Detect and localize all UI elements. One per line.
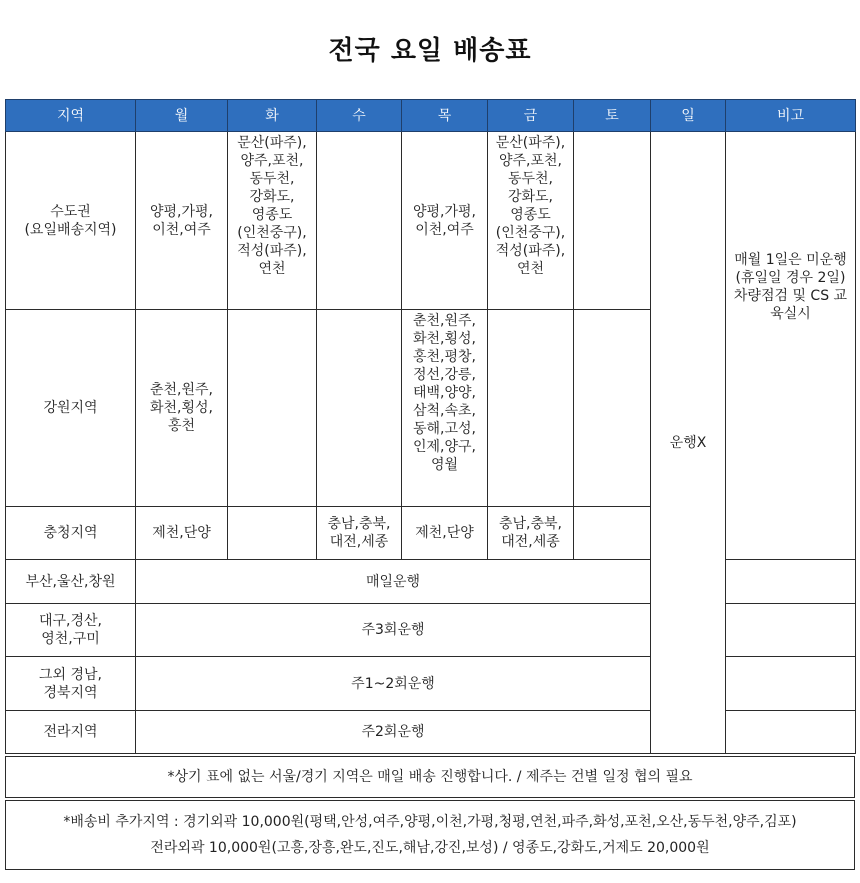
schedule-cell [574,310,651,507]
remark-empty-cell [726,657,856,711]
table-header-row [6,100,856,132]
header-fri: 금 [488,100,574,132]
schedule-cell [317,310,402,507]
table-row [6,711,856,754]
region-cell: 충청지역 [6,507,136,560]
service-frequency-cell: 주2회운행 [136,711,651,754]
page-title: 전국 요일 배송표 [328,36,532,66]
region-cell: 그외 경남, 경북지역 [6,657,136,711]
region-cell: 전라지역 [6,711,136,754]
region-cell: 강원지역 [6,310,136,507]
remark-cell: 매월 1일은 미운행(휴일일 경우 2일) 차량점검 및 CS 교육실시 [726,132,856,560]
service-frequency-cell: 주1~2회운행 [136,657,651,711]
schedule-cell [574,132,651,310]
header-region: 지역 [6,100,136,132]
schedule-cell [228,507,317,560]
schedule-cell: 문산(파주), 양주,포천, 동두천, 강화도, 영종도 (인천중구), 적성(파주), 연천 [228,132,317,310]
service-frequency-cell: 주3회운행 [136,604,651,657]
table-row [6,657,856,711]
schedule-cell: 제천,단양 [136,507,228,560]
sunday-note-cell: 운행X [651,132,726,754]
delivery-schedule-table [5,99,856,754]
header-thu: 목 [402,100,488,132]
header-remark: 비고 [726,100,856,132]
region-cell: 부산,울산,창원 [6,560,136,604]
note-unlisted-regions: *상기 표에 없는 서울/경기 지역은 매일 배송 진행합니다. / 제주는 건별 일정 협의 필요 [5,756,855,798]
header-mon: 월 [136,100,228,132]
schedule-cell: 제천,단양 [402,507,488,560]
region-cell: 대구,경산, 영천,구미 [6,604,136,657]
table-row [6,560,856,604]
remark-empty-cell [726,560,856,604]
service-frequency-cell: 매일운행 [136,560,651,604]
header-tue: 화 [228,100,317,132]
schedule-cell: 충남,충북, 대전,세종 [488,507,574,560]
schedule-cell [228,310,317,507]
header-sun: 일 [651,100,726,132]
remark-empty-cell [726,711,856,754]
schedule-cell [488,310,574,507]
table-row [6,132,856,310]
note-extra-fee-regions [5,800,855,870]
remark-empty-cell [726,604,856,657]
table-row [6,604,856,657]
region-cell: 수도권 (요일배송지역) [6,132,136,310]
header-sat: 토 [574,100,651,132]
schedule-cell [317,132,402,310]
header-wed: 수 [317,100,402,132]
schedule-cell: 충남,충북, 대전,세종 [317,507,402,560]
schedule-cell: 춘천,원주, 화천,횡성, 홍천,평창, 정선,강릉, 태백,양양, 삼척,속초, 동해,고성, 인제,양구, 영월 [402,310,488,507]
note-extra-fee-line1: *배송비 추가지역 : 경기외곽 10,000원(평택,안성,여주,양평,이천,가평,청평,연천,파주,화성,포천,오산,동두천,양주,김포) [63,814,797,830]
schedule-cell: 춘천,원주, 화천,횡성, 홍천 [136,310,228,507]
schedule-cell [574,507,651,560]
note-extra-fee-line2: 전라외곽 10,000원(고흥,장흥,완도,진도,해남,강진,보성) / 영종도,강화도,거제도 20,000원 [150,840,710,856]
schedule-cell: 문산(파주), 양주,포천, 동두천, 강화도, 영종도 (인천중구), 적성(파주), 연천 [488,132,574,310]
schedule-cell: 양평,가평, 이천,여주 [136,132,228,310]
schedule-cell: 양평,가평, 이천,여주 [402,132,488,310]
